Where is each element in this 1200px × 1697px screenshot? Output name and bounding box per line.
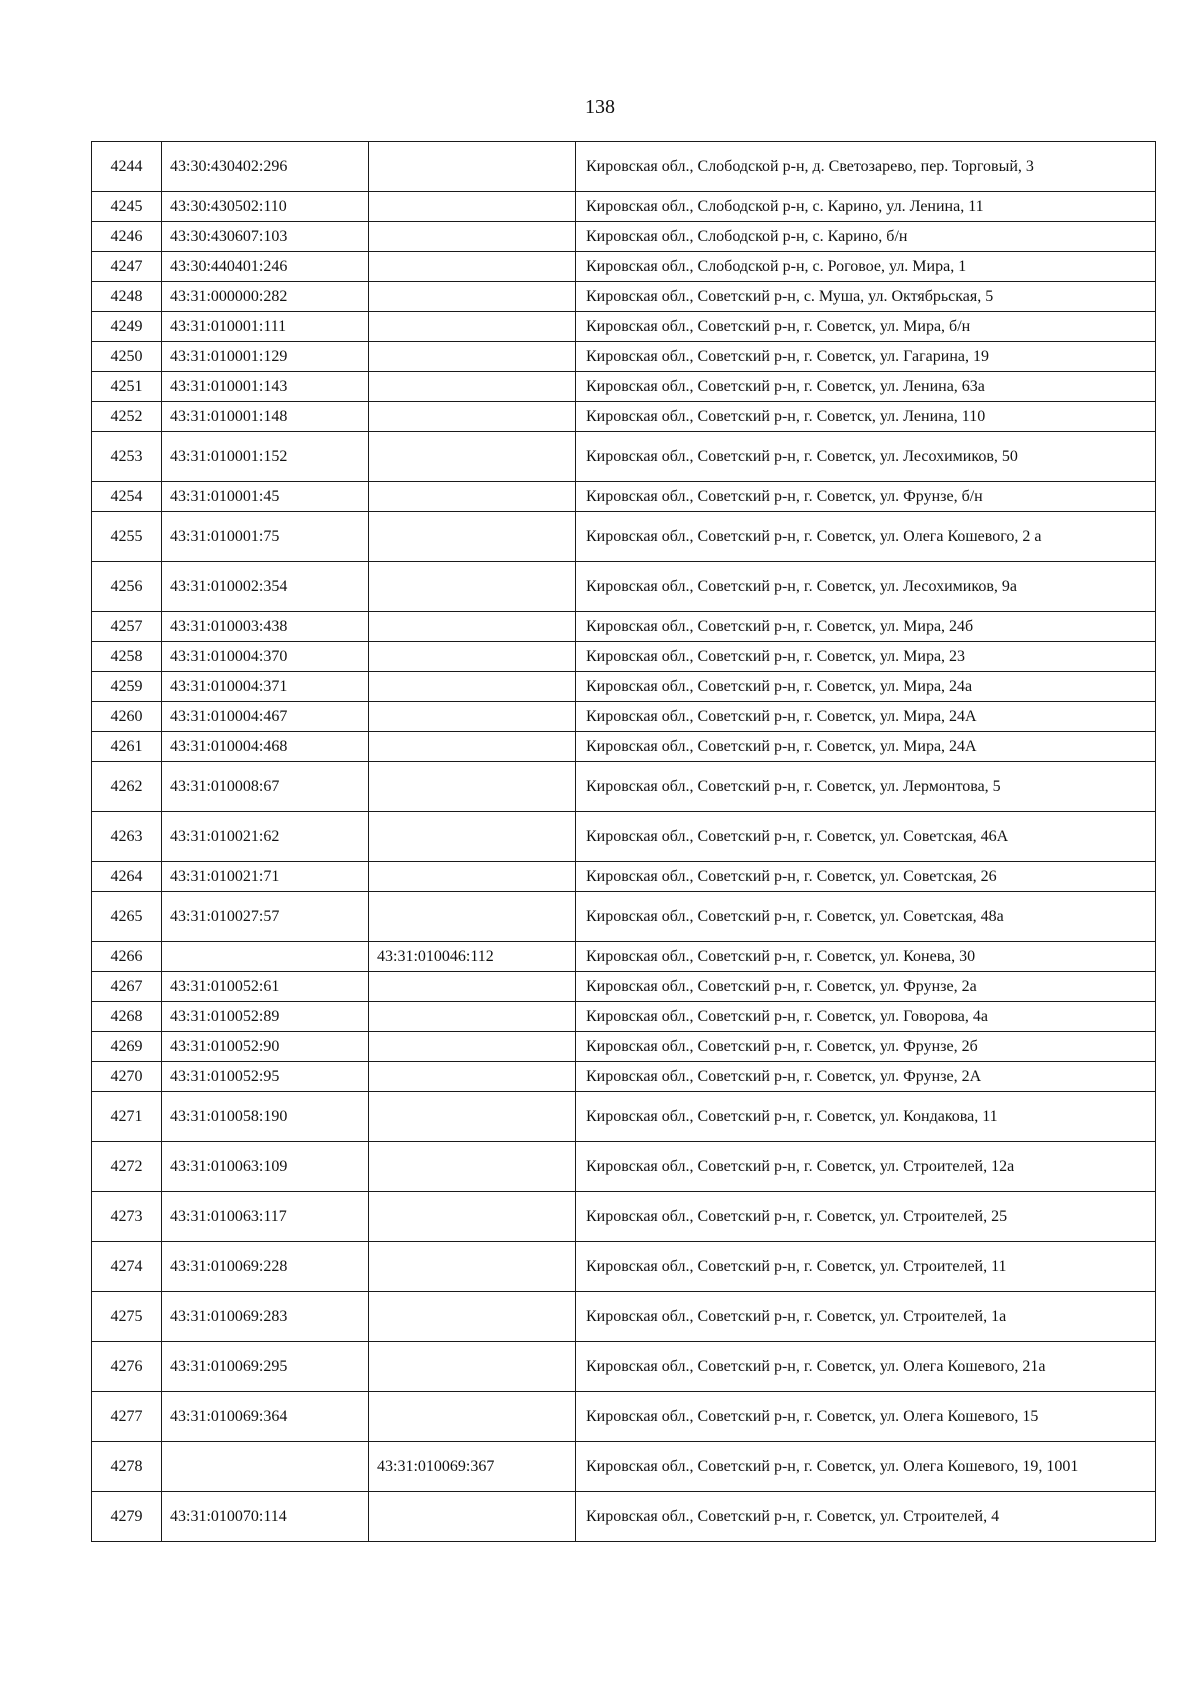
building-cadastral-number-cell: [369, 312, 576, 342]
address-cell: Кировская обл., Советский р-н, г. Советск, ул. Гагарина, 19: [576, 342, 1156, 372]
cadastral-number-cell: 43:31:010004:468: [162, 732, 369, 762]
row-number-cell: 4271: [92, 1092, 162, 1142]
row-number-cell: 4267: [92, 972, 162, 1002]
cadastral-number-cell: [162, 942, 369, 972]
address-cell: Кировская обл., Советский р-н, г. Советск, ул. Кондакова, 11: [576, 1092, 1156, 1142]
address-cell: Кировская обл., Советский р-н, г. Советск, ул. Ленина, 110: [576, 402, 1156, 432]
row-number-cell: 4256: [92, 562, 162, 612]
address-cell: Кировская обл., Советский р-н, г. Советск, ул. Олега Кошевого, 21а: [576, 1342, 1156, 1392]
cadastral-number-cell: 43:31:010004:467: [162, 702, 369, 732]
cadastral-number-cell: 43:31:010001:45: [162, 482, 369, 512]
table-row: [92, 252, 1156, 282]
row-number-cell: 4257: [92, 612, 162, 642]
cadastral-number-cell: 43:31:010001:152: [162, 432, 369, 482]
address-cell: Кировская обл., Советский р-н, г. Советск, ул. Мира, 24А: [576, 702, 1156, 732]
table-row: [92, 192, 1156, 222]
building-cadastral-number-cell: [369, 192, 576, 222]
address-cell: Кировская обл., Советский р-н, г. Советск, ул. Мира, 24б: [576, 612, 1156, 642]
row-number-cell: 4265: [92, 892, 162, 942]
cadastral-number-cell: 43:31:010021:62: [162, 812, 369, 862]
table-row: [92, 282, 1156, 312]
table-row: [92, 1342, 1156, 1392]
table-row: [92, 512, 1156, 562]
row-number-cell: 4275: [92, 1292, 162, 1342]
address-cell: Кировская обл., Советский р-н, г. Советск, ул. Лесохимиков, 9а: [576, 562, 1156, 612]
cadastral-number-cell: 43:31:010001:143: [162, 372, 369, 402]
row-number-cell: 4253: [92, 432, 162, 482]
address-cell: Кировская обл., Советский р-н, г. Советск, ул. Советская, 46А: [576, 812, 1156, 862]
row-number-cell: 4268: [92, 1002, 162, 1032]
building-cadastral-number-cell: [369, 342, 576, 372]
table-row: [92, 1092, 1156, 1142]
cadastral-number-cell: 43:31:010004:370: [162, 642, 369, 672]
address-cell: Кировская обл., Советский р-н, г. Советск, ул. Конева, 30: [576, 942, 1156, 972]
address-cell: Кировская обл., Советский р-н, г. Советск, ул. Советская, 48а: [576, 892, 1156, 942]
table-row: [92, 972, 1156, 1002]
cadastral-number-cell: 43:31:010052:95: [162, 1062, 369, 1092]
row-number-cell: 4274: [92, 1242, 162, 1292]
registry-table-body: [92, 142, 1156, 1542]
cadastral-number-cell: 43:31:010001:148: [162, 402, 369, 432]
building-cadastral-number-cell: [369, 762, 576, 812]
building-cadastral-number-cell: [369, 142, 576, 192]
table-row: [92, 732, 1156, 762]
row-number-cell: 4255: [92, 512, 162, 562]
cadastral-number-cell: 43:31:010063:117: [162, 1192, 369, 1242]
table-row: [92, 372, 1156, 402]
building-cadastral-number-cell: [369, 642, 576, 672]
cadastral-number-cell: 43:31:010052:89: [162, 1002, 369, 1032]
cadastral-number-cell: 43:31:010003:438: [162, 612, 369, 642]
table-row: [92, 642, 1156, 672]
building-cadastral-number-cell: [369, 1392, 576, 1442]
building-cadastral-number-cell: [369, 1032, 576, 1062]
building-cadastral-number-cell: [369, 1002, 576, 1032]
table-row: [92, 1062, 1156, 1092]
row-number-cell: 4252: [92, 402, 162, 432]
address-cell: Кировская обл., Советский р-н, г. Советск, ул. Мира, 23: [576, 642, 1156, 672]
row-number-cell: 4263: [92, 812, 162, 862]
table-row: [92, 862, 1156, 892]
cadastral-number-cell: 43:30:440401:246: [162, 252, 369, 282]
building-cadastral-number-cell: [369, 862, 576, 892]
table-row: [92, 142, 1156, 192]
cadastral-number-cell: 43:31:010027:57: [162, 892, 369, 942]
address-cell: Кировская обл., Советский р-н, г. Советск, ул. Мира, 24А: [576, 732, 1156, 762]
table-row: [92, 942, 1156, 972]
row-number-cell: 4246: [92, 222, 162, 252]
building-cadastral-number-cell: [369, 402, 576, 432]
table-row: [92, 1032, 1156, 1062]
building-cadastral-number-cell: [369, 972, 576, 1002]
table-row: [92, 1002, 1156, 1032]
row-number-cell: 4250: [92, 342, 162, 372]
address-cell: Кировская обл., Советский р-н, г. Советск, ул. Ленина, 63а: [576, 372, 1156, 402]
table-row: [92, 482, 1156, 512]
table-row: [92, 1492, 1156, 1542]
building-cadastral-number-cell: [369, 222, 576, 252]
table-row: [92, 1192, 1156, 1242]
row-number-cell: 4244: [92, 142, 162, 192]
cadastral-number-cell: 43:31:010069:295: [162, 1342, 369, 1392]
address-cell: Кировская обл., Советский р-н, г. Советск, ул. Фрунзе, б/н: [576, 482, 1156, 512]
table-row: [92, 1242, 1156, 1292]
building-cadastral-number-cell: 43:31:010069:367: [369, 1442, 576, 1492]
row-number-cell: 4277: [92, 1392, 162, 1442]
table-row: [92, 812, 1156, 862]
cadastral-number-cell: [162, 1442, 369, 1492]
address-cell: Кировская обл., Слободской р-н, с. Роговое, ул. Мира, 1: [576, 252, 1156, 282]
building-cadastral-number-cell: [369, 1092, 576, 1142]
row-number-cell: 4245: [92, 192, 162, 222]
page-number: 138: [585, 96, 615, 118]
building-cadastral-number-cell: [369, 732, 576, 762]
table-row: [92, 312, 1156, 342]
cadastral-number-cell: 43:30:430402:296: [162, 142, 369, 192]
table-row: [92, 402, 1156, 432]
row-number-cell: 4264: [92, 862, 162, 892]
building-cadastral-number-cell: [369, 282, 576, 312]
cadastral-number-cell: 43:31:010058:190: [162, 1092, 369, 1142]
cadastral-number-cell: 43:31:010070:114: [162, 1492, 369, 1542]
cadastral-number-cell: 43:31:010052:61: [162, 972, 369, 1002]
row-number-cell: 4266: [92, 942, 162, 972]
row-number-cell: 4254: [92, 482, 162, 512]
address-cell: Кировская обл., Советский р-н, с. Муша, ул. Октябрьская, 5: [576, 282, 1156, 312]
building-cadastral-number-cell: [369, 372, 576, 402]
cadastral-number-cell: 43:31:010069:364: [162, 1392, 369, 1442]
table-row: [92, 222, 1156, 252]
address-cell: Кировская обл., Советский р-н, г. Советск, ул. Строителей, 11: [576, 1242, 1156, 1292]
cadastral-number-cell: 43:31:010001:75: [162, 512, 369, 562]
row-number-cell: 4251: [92, 372, 162, 402]
building-cadastral-number-cell: [369, 512, 576, 562]
row-number-cell: 4279: [92, 1492, 162, 1542]
row-number-cell: 4249: [92, 312, 162, 342]
address-cell: Кировская обл., Советский р-н, г. Советск, ул. Мира, 24а: [576, 672, 1156, 702]
building-cadastral-number-cell: [369, 1292, 576, 1342]
table-row: [92, 672, 1156, 702]
cadastral-number-cell: 43:31:010069:283: [162, 1292, 369, 1342]
address-cell: Кировская обл., Слободской р-н, с. Карино, ул. Ленина, 11: [576, 192, 1156, 222]
table-row: [92, 1142, 1156, 1192]
cadastral-number-cell: 43:31:010004:371: [162, 672, 369, 702]
table-row: [92, 432, 1156, 482]
address-cell: Кировская обл., Советский р-н, г. Советск, ул. Говорова, 4а: [576, 1002, 1156, 1032]
building-cadastral-number-cell: [369, 1142, 576, 1192]
address-cell: Кировская обл., Советский р-н, г. Советск, ул. Фрунзе, 2а: [576, 972, 1156, 1002]
cadastral-number-cell: 43:31:010002:354: [162, 562, 369, 612]
address-cell: Кировская обл., Слободской р-н, с. Карино, б/н: [576, 222, 1156, 252]
address-cell: Кировская обл., Советский р-н, г. Советск, ул. Олега Кошевого, 2 а: [576, 512, 1156, 562]
cadastral-number-cell: 43:30:430502:110: [162, 192, 369, 222]
table-row: [92, 562, 1156, 612]
address-cell: Кировская обл., Советский р-н, г. Советск, ул. Олега Кошевого, 15: [576, 1392, 1156, 1442]
building-cadastral-number-cell: [369, 1342, 576, 1392]
table-row: [92, 1392, 1156, 1442]
table-row: [92, 702, 1156, 732]
address-cell: Кировская обл., Советский р-н, г. Советск, ул. Строителей, 25: [576, 1192, 1156, 1242]
building-cadastral-number-cell: [369, 702, 576, 732]
registry-table: [91, 141, 1156, 1542]
cadastral-number-cell: 43:31:010063:109: [162, 1142, 369, 1192]
building-cadastral-number-cell: [369, 252, 576, 282]
table-row: [92, 762, 1156, 812]
address-cell: Кировская обл., Советский р-н, г. Советск, ул. Лермонтова, 5: [576, 762, 1156, 812]
row-number-cell: 4261: [92, 732, 162, 762]
address-cell: Кировская обл., Советский р-н, г. Советск, ул. Фрунзе, 2А: [576, 1062, 1156, 1092]
cadastral-number-cell: 43:31:010069:228: [162, 1242, 369, 1292]
row-number-cell: 4260: [92, 702, 162, 732]
building-cadastral-number-cell: 43:31:010046:112: [369, 942, 576, 972]
row-number-cell: 4258: [92, 642, 162, 672]
row-number-cell: 4278: [92, 1442, 162, 1492]
building-cadastral-number-cell: [369, 612, 576, 642]
table-row: [92, 892, 1156, 942]
cadastral-number-cell: 43:31:000000:282: [162, 282, 369, 312]
cadastral-number-cell: 43:31:010052:90: [162, 1032, 369, 1062]
table-row: [92, 1442, 1156, 1492]
row-number-cell: 4262: [92, 762, 162, 812]
building-cadastral-number-cell: [369, 482, 576, 512]
row-number-cell: 4247: [92, 252, 162, 282]
address-cell: Кировская обл., Советский р-н, г. Советск, ул. Строителей, 12а: [576, 1142, 1156, 1192]
row-number-cell: 4273: [92, 1192, 162, 1242]
building-cadastral-number-cell: [369, 1492, 576, 1542]
table-row: [92, 342, 1156, 372]
cadastral-number-cell: 43:31:010021:71: [162, 862, 369, 892]
row-number-cell: 4259: [92, 672, 162, 702]
cadastral-number-cell: 43:31:010001:111: [162, 312, 369, 342]
building-cadastral-number-cell: [369, 892, 576, 942]
building-cadastral-number-cell: [369, 1062, 576, 1092]
row-number-cell: 4270: [92, 1062, 162, 1092]
cadastral-number-cell: 43:30:430607:103: [162, 222, 369, 252]
row-number-cell: 4248: [92, 282, 162, 312]
address-cell: Кировская обл., Советский р-н, г. Советск, ул. Фрунзе, 2б: [576, 1032, 1156, 1062]
table-row: [92, 1292, 1156, 1342]
address-cell: Кировская обл., Советский р-н, г. Советск, ул. Олега Кошевого, 19, 1001: [576, 1442, 1156, 1492]
address-cell: Кировская обл., Слободской р-н, д. Светозарево, пер. Торговый, 3: [576, 142, 1156, 192]
building-cadastral-number-cell: [369, 812, 576, 862]
row-number-cell: 4272: [92, 1142, 162, 1192]
building-cadastral-number-cell: [369, 672, 576, 702]
row-number-cell: 4269: [92, 1032, 162, 1062]
cadastral-number-cell: 43:31:010001:129: [162, 342, 369, 372]
address-cell: Кировская обл., Советский р-н, г. Советск, ул. Лесохимиков, 50: [576, 432, 1156, 482]
building-cadastral-number-cell: [369, 1242, 576, 1292]
address-cell: Кировская обл., Советский р-н, г. Советск, ул. Советская, 26: [576, 862, 1156, 892]
address-cell: Кировская обл., Советский р-н, г. Советск, ул. Строителей, 1а: [576, 1292, 1156, 1342]
building-cadastral-number-cell: [369, 1192, 576, 1242]
building-cadastral-number-cell: [369, 432, 576, 482]
table-row: [92, 612, 1156, 642]
address-cell: Кировская обл., Советский р-н, г. Советск, ул. Строителей, 4: [576, 1492, 1156, 1542]
row-number-cell: 4276: [92, 1342, 162, 1392]
building-cadastral-number-cell: [369, 562, 576, 612]
address-cell: Кировская обл., Советский р-н, г. Советск, ул. Мира, б/н: [576, 312, 1156, 342]
cadastral-number-cell: 43:31:010008:67: [162, 762, 369, 812]
